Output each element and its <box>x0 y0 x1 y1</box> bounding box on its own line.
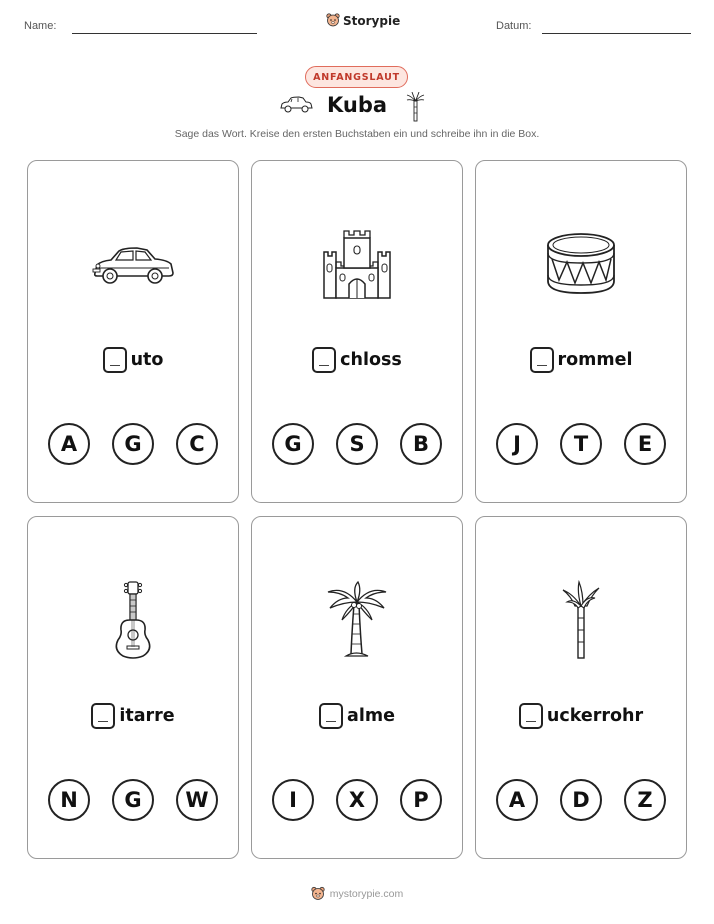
letter-choices <box>476 423 686 465</box>
letter-choice[interactable]: I <box>272 779 314 821</box>
word-prompt <box>28 347 238 373</box>
answer-box[interactable] <box>519 703 543 729</box>
letter-choice[interactable]: W <box>176 779 218 821</box>
word-prompt <box>252 347 462 373</box>
answer-box[interactable] <box>530 347 554 373</box>
car-icon <box>91 239 175 289</box>
word-prompt <box>476 703 686 729</box>
word-rest: chloss <box>340 350 402 370</box>
name-label: Name: <box>24 20 57 32</box>
sugarcane-icon <box>405 92 425 122</box>
letter-choice[interactable]: J <box>496 423 538 465</box>
bear-icon <box>311 886 325 902</box>
castle-icon <box>322 228 392 300</box>
answer-box[interactable] <box>91 703 115 729</box>
letter-choices <box>252 779 462 821</box>
exercise-card <box>475 516 687 859</box>
exercise-card <box>251 516 463 859</box>
word-rest: itarre <box>119 706 175 726</box>
letter-choice[interactable]: A <box>496 779 538 821</box>
letter-choices <box>252 423 462 465</box>
footer <box>0 886 714 902</box>
card-picture <box>252 577 462 663</box>
answer-box[interactable] <box>312 347 336 373</box>
letter-choice[interactable]: X <box>336 779 378 821</box>
sugarcane-icon <box>559 580 603 660</box>
letter-choice[interactable]: P <box>400 779 442 821</box>
answer-box[interactable] <box>103 347 127 373</box>
word-rest: uto <box>130 350 164 370</box>
page-title: Kuba <box>326 93 388 117</box>
palm-tree-icon <box>324 580 390 660</box>
letter-choices <box>28 779 238 821</box>
answer-box[interactable] <box>319 703 343 729</box>
brand-logo <box>326 13 400 28</box>
card-picture <box>476 577 686 663</box>
letter-choice[interactable]: B <box>400 423 442 465</box>
exercise-card <box>27 160 239 503</box>
word-rest: rommel <box>557 350 633 370</box>
card-picture <box>28 221 238 307</box>
letter-choices <box>28 423 238 465</box>
name-line[interactable] <box>72 33 257 34</box>
card-picture <box>28 577 238 663</box>
letter-choice[interactable]: E <box>624 423 666 465</box>
instruction-text: Sage das Wort. Kreise den ersten Buchstaben ein und schreibe ihn in die Box. <box>174 128 540 140</box>
brand-name: Storypie <box>343 13 401 28</box>
word-rest: alme <box>347 706 395 726</box>
guitar-icon <box>111 580 155 660</box>
card-picture <box>252 221 462 307</box>
letter-choice[interactable]: T <box>560 423 602 465</box>
exercise-card <box>27 516 239 859</box>
word-prompt <box>476 347 686 373</box>
letter-choice[interactable]: S <box>336 423 378 465</box>
letter-choice[interactable]: G <box>112 779 154 821</box>
topic-tag: ANFANGSLAUT <box>305 66 408 88</box>
card-picture <box>476 221 686 307</box>
drum-icon <box>545 231 617 297</box>
date-label: Datum: <box>496 20 532 32</box>
letter-choice[interactable]: D <box>560 779 602 821</box>
word-prompt <box>28 703 238 729</box>
letter-choice[interactable]: N <box>48 779 90 821</box>
letter-choice[interactable]: G <box>272 423 314 465</box>
word-prompt <box>252 703 462 729</box>
bear-icon <box>326 13 340 28</box>
letter-choice[interactable]: A <box>48 423 90 465</box>
letter-choice[interactable]: Z <box>624 779 666 821</box>
exercise-card <box>251 160 463 503</box>
letter-choices <box>476 779 686 821</box>
exercise-card <box>475 160 687 503</box>
footer-site[interactable]: mystorypie.com <box>329 888 404 900</box>
date-line[interactable] <box>542 33 691 34</box>
letter-choice[interactable]: G <box>112 423 154 465</box>
word-rest: uckerrohr <box>546 706 644 726</box>
letter-choice[interactable]: C <box>176 423 218 465</box>
